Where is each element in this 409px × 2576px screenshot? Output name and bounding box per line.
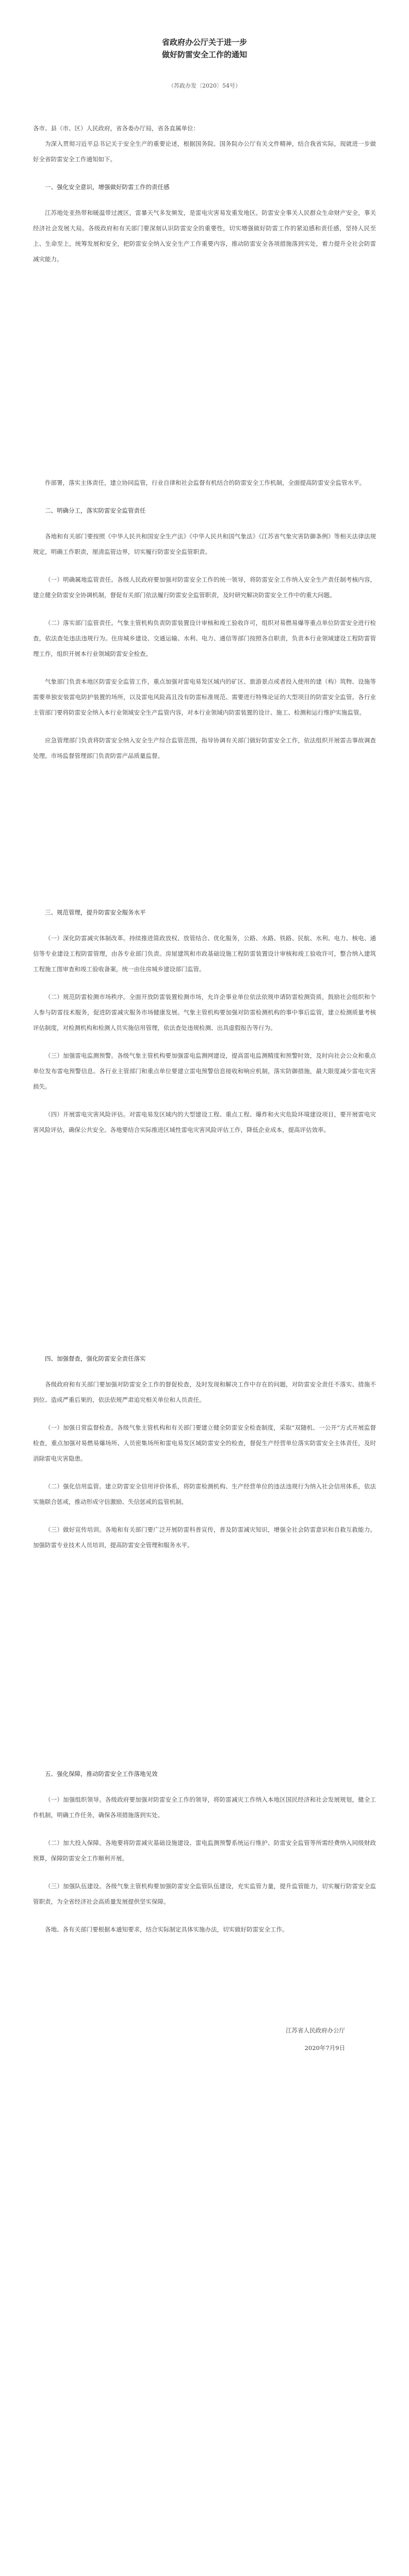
- salutation: 各市、县（市、区）人民政府，省各委办厅局，省各直属单位：: [33, 125, 199, 132]
- document-number: （苏政办发〔2020〕54号）: [168, 82, 241, 89]
- document-title-line-1: 省政府办公厅关于进一步: [161, 38, 247, 47]
- section-2-para-5: 应急管理部门负责将防雷安全纳入安全生产综合监管范围，指导协调有关部门做好防雷安全工作，依法组织开展雷击事故调查处理。市场监督管理部门负责防雷产品质量监督。: [33, 737, 376, 759]
- section-2-para-1: 各地和有关部门要按照《中华人民共和国安全生产法》《中华人民共和国气象法》《江苏省气象灾害防御条例》等相关法律法规规定，明确工作职责，厘清监管边界，切实履行防雷安全监管职责。: [33, 533, 376, 555]
- blank-area: [33, 1565, 376, 1761]
- section-3-para-2: （二）规范防雷检测市场秩序。全面开放防雷装置检测市场，允许企事业单位依法依规申请防雷检测资质，鼓励社会组织和个人参与防雷技术服务，促进防雷减灾服务市场健康发展。气象主管机构要加强对防雷检测机构的事中事后监管，建立检测质量考核评估制度，对检测机构和检测人员实施信用管理，依法查处违规检测、出具虚假报告等行为。: [33, 993, 376, 1031]
- blank-area: [33, 776, 376, 900]
- section-4-para-1: 各级政府和有关部门要加强对防雷安全工作的督促检查，及时发现和解决工作中存在的问题，对防雷安全责任不落实、措施不到位、造成严重后果的，依法依规严肃追究相关单位和人员责任。: [33, 1381, 376, 1403]
- section-2-para-2: （一）明确属地监管责任。各级人民政府要加强对防雷安全工作的统一领导，将防雷安全工作纳入安全生产责任制考核内容，建立健全防雷安全协调机制，督促有关部门依法履行防雷安全监管职责，及时研究解决防雷安全工作中的重大问题。: [33, 576, 376, 599]
- section-4-para-4: （三）做好宣传培训。各地和有关部门要广泛开展防雷科普宣传，普及防雷减灾知识，增强全社会防雷意识和自救互救能力。加强防雷专业技术人员培训，提高防雷安全管理和服务水平。: [33, 1526, 376, 1549]
- section-3-para-3: （三）加强雷电监测预警。各级气象主管机构要加强雷电监测网建设，提高雷电监测精度和预警时效，及时向社会公众和重点单位发布雷电预警信息。各行业主管部门和重点单位要建立雷电预警信息接收和响应机制，落实防御措施，最大限度减少雷电灾害损失。: [33, 1052, 376, 1090]
- section-1-para-1: 江苏地处亚热带和暖温带过渡区，雷暴天气多发频发，是雷电灾害易发重发地区。防雷安全事关人民群众生命财产安全，事关经济社会发展大局。各级政府和有关部门要深刻认识防雷安全的重要性，切实增强做好防雷工作的紧迫感和责任感，坚持人民至上、生命至上，统筹发展和安全，把防雷安全纳入安全生产工作重要内容，推动防雷安全各项措施落到实处，着力提升全社会防雷减灾能力。: [33, 209, 376, 263]
- section-5-heading: 五、强化保障，推动防雷安全工作落地见效: [45, 1770, 158, 1777]
- signature-date: 2020年7月9日: [304, 2044, 345, 2052]
- section-4-para-3: （二）强化信用监管。建立防雷安全信用评价体系，将防雷检测机构、生产经营单位的违法违规行为纳入社会信用体系，依法实施联合惩戒，推动形成守信激励、失信惩戒的监管机制。: [33, 1483, 376, 1505]
- section-1-para-2: 作部署，落实主体责任，建立协同监管，行业自律和社会监督有机结合的防雷安全工作机制，全面提高防雷安全监管水平。: [45, 479, 365, 486]
- section-5-para-2: （二）加大投入保障。各地要将防雷减灾基础设施建设、雷电监测预警系统运行维护、防雷安全监管等所需经费纳入同级财政预算，保障防雷安全工作顺利开展。: [33, 1839, 376, 1862]
- blank-area: [33, 1150, 376, 1346]
- blank-area: [33, 1950, 376, 2022]
- section-1-heading: 一、强化安全意识，增强做好防雷工作的责任感: [45, 183, 170, 191]
- document-title-line-2: 做好防雷安全工作的通知: [161, 50, 247, 59]
- section-4-heading: 四、加强督查，强化防雷安全责任落实: [45, 1355, 146, 1362]
- section-3-heading: 三、规范管理，提升防雷安全服务水平: [45, 909, 146, 916]
- section-2-heading: 二、明确分工，落实防雷安全监管责任: [45, 507, 146, 514]
- section-3-para-4: （四）开展雷电灾害风险评估。对雷电易发区域内的大型建设工程、重点工程、爆炸和火灾危险环境建设项目，要开展雷电灾害风险评估，确保公共安全。各地要结合实际推进区域性雷电灾害风险评估工作，降低企业成本，提高评估效率。: [33, 1111, 376, 1133]
- section-5-para-4: 各地、各有关部门要根据本通知要求，结合实际制定具体实施办法，切实做好防雷安全工作。: [45, 1926, 288, 1933]
- intro-paragraph: 为深入贯彻习近平总书记关于安全生产的重要论述，根据国务院、国务院办公厅有关文件精神，结合我省实际，现就进一步做好全省防雷安全工作通知如下。: [33, 140, 376, 163]
- section-3-para-1: （一）深化防雷减灾体制改革。持续推进简政放权、放管结合、优化服务，公路、水路、铁路、民航、水利、电力、核电、通信等专业建设工程防雷管理，由各专业部门负责。房屋建筑和市政基础设施工程防雷装置设计审核和竣工验收许可，整合纳入建筑工程施工图审查和竣工验收备案，统一由住房城乡建设部门监管。: [33, 935, 376, 973]
- section-5-para-1: （一）加强组织领导。各级政府要加强对防雷安全工作的领导，将防雷减灾工作纳入本地区国民经济和社会发展规划，健全工作机制，明确工作任务，确保各项措施落到实处。: [33, 1796, 376, 1819]
- section-4-para-2: （一）加强日常监督检查。各级气象主管机构和有关部门要建立健全防雷安全检查制度，采取“双随机、一公开”方式开展监督检查，重点加强对易燃易爆场所、人员密集场所和雷电易发区域防雷安全的检查，督促生产经营单位落实防雷安全主体责任，及时消除雷电灾害隐患。: [33, 1424, 376, 1462]
- section-2-para-4: 气象部门负责本地区防雷安全监管工作，重点加强对雷电易发区域内的矿区、旅游景点或者投入使用的建（构）筑物、设施等需要单独安装雷电防护装置的场所，以及雷电风险高且没有防雷标准规范、需要进行特殊论证的大型项目的防雷安全监管。各行业主管部门要将防雷安全纳入本行业领域安全生产监管内容，对本行业领域内防雷装置的设计、施工、检测和运行维护实施监管。: [33, 678, 376, 716]
- signature-organization: 江苏省人民政府办公厅: [286, 2027, 345, 2034]
- section-2-para-3: （二）落实部门监管责任。气象主管机构负责防雷装置设计审核和竣工验收许可，组织对易燃易爆等重点单位防雷安全进行检查，依法查处违法违规行为。住房城乡建设、交通运输、水利、电力、通信等部门按照各自职责，负责本行业领域建设工程防雷管理工作，组织开展本行业领域防雷安全检查。: [33, 619, 376, 657]
- blank-area: [33, 279, 376, 475]
- section-5-para-3: （三）加强队伍建设。各级气象主管机构要加强防雷安全监管队伍建设，充实监管力量，提升监管能力，切实履行防雷安全监管职责，为全省经济社会高质量发展提供坚实保障。: [33, 1883, 376, 1905]
